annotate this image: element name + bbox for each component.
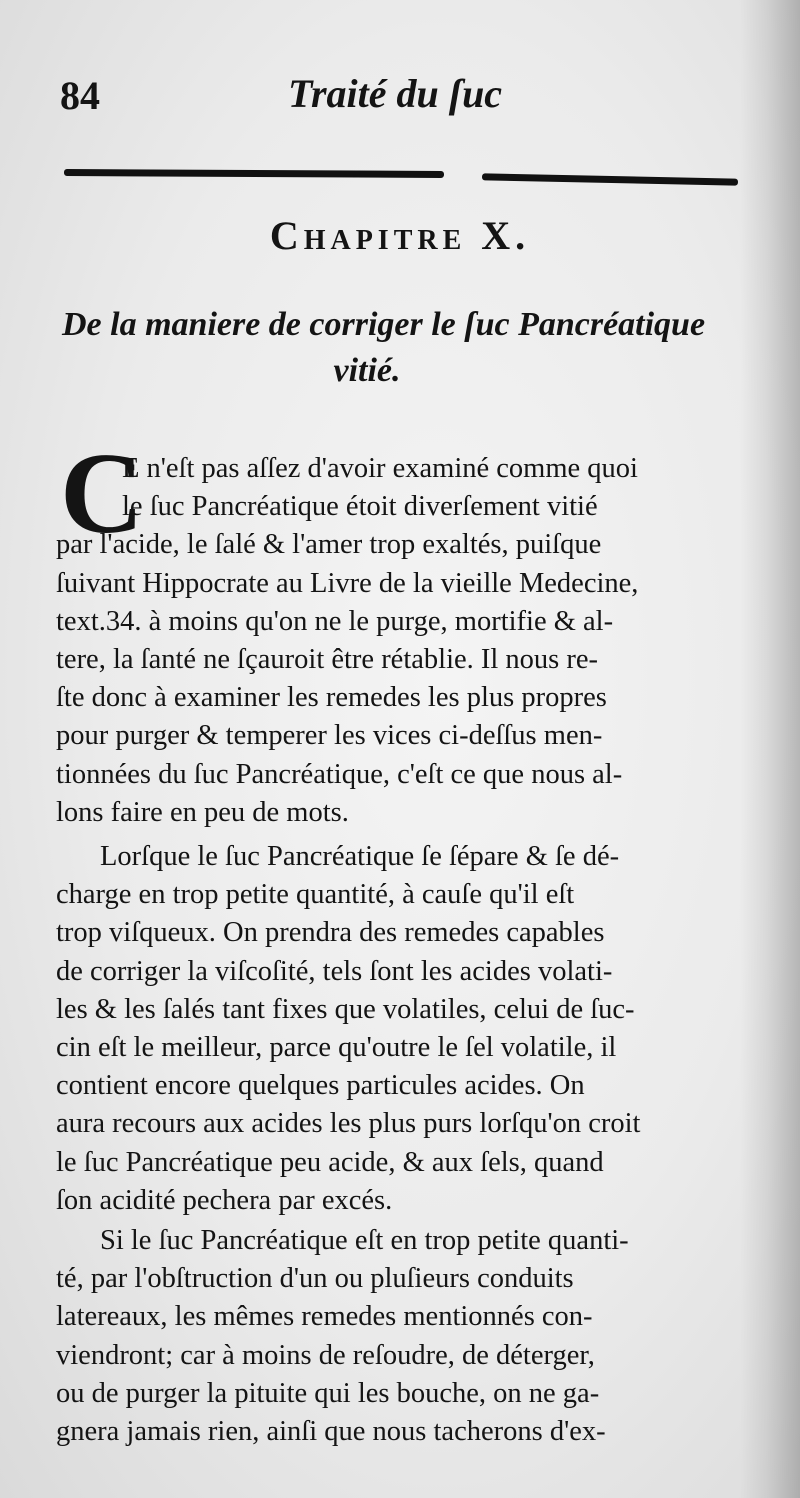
drop-cap: C <box>60 430 144 558</box>
text-line: gnera jamais rien, ainſi que nous tacherons d'ex- <box>56 1415 606 1447</box>
text-line: tionnées du ſuc Pancréatique, c'eſt ce que nous al- <box>56 758 623 790</box>
chapter-title-line-2: vitié. <box>333 352 401 389</box>
page-number: 84 <box>60 73 100 118</box>
text-line: viendront; car à moins de reſoudre, de déterger, <box>56 1339 595 1371</box>
text-line: Si le ſuc Pancréatique eſt en trop petite quanti- <box>100 1225 629 1256</box>
text-line: contient encore quelques particules acides. On <box>56 1070 585 1102</box>
text-line: les & les ſalés tant fixes que volatiles, celui de ſuc- <box>56 993 635 1025</box>
text-line: latereaux, les mêmes remedes mentionnés con- <box>56 1301 593 1333</box>
text-line: de corriger la viſcoſité, tels ſont les acides volati- <box>56 955 613 987</box>
text-line: ou de purger la pituite qui les bouche, on ne ga- <box>56 1377 600 1409</box>
text-line: le ſuc Pancréatique étoit diverſement vitié <box>122 491 598 523</box>
running-title: Traité du ſuc <box>288 71 503 116</box>
text-line: ſte donc à examiner les remedes les plus propres <box>56 682 607 714</box>
chapter-heading: Chapitre X. <box>269 213 531 258</box>
text-line: text.34. à moins qu'on ne le purge, mortifie & al- <box>56 605 614 637</box>
text-line: aura recours aux acides les plus purs lorſqu'on croit <box>56 1108 641 1140</box>
text-line: lons faire en peu de mots. <box>56 796 349 828</box>
text-line: ſon acidité pechera par excés. <box>56 1184 393 1216</box>
text-line: le ſuc Pancréatique peu acide, & aux ſels, quand <box>56 1146 604 1178</box>
text-line: cin eſt le meilleur, parce qu'outre le ſel volatile, il <box>56 1031 617 1063</box>
text-line: tere, la ſanté ne ſçauroit être rétablie. Il nous re- <box>56 643 599 675</box>
text-line: pour purger & temperer les vices ci-deſſus men- <box>56 720 603 752</box>
paragraph-2 <box>56 838 752 1220</box>
chapter-title-line-1: De la maniere de corriger le ſuc Pancréatique <box>62 306 706 343</box>
text-line: té, par l'obſtruction d'un ou pluſieurs conduits <box>56 1263 574 1295</box>
header-rule-left <box>64 169 444 178</box>
text-line: par l'acide, le ſalé & l'amer trop exaltés, puiſque <box>56 529 602 561</box>
text-line: E n'eſt pas aſſez d'avoir examiné comme quoi <box>122 453 638 484</box>
header-rule-right <box>482 173 738 185</box>
text-line: ſuivant Hippocrate au Livre de la vieille Medecine, <box>56 567 639 599</box>
text-line: charge en trop petite quantité, à cauſe qu'il eſt <box>56 879 575 911</box>
chapter-title <box>62 302 762 394</box>
paragraph-1 <box>56 450 752 832</box>
page-header <box>60 64 740 124</box>
paragraph-3 <box>56 1222 752 1451</box>
text-line: trop viſqueux. On prendra des remedes capables <box>56 917 605 949</box>
text-line: Lorſque le ſuc Pancréatique ſe ſépare & ſe dé- <box>100 841 620 872</box>
